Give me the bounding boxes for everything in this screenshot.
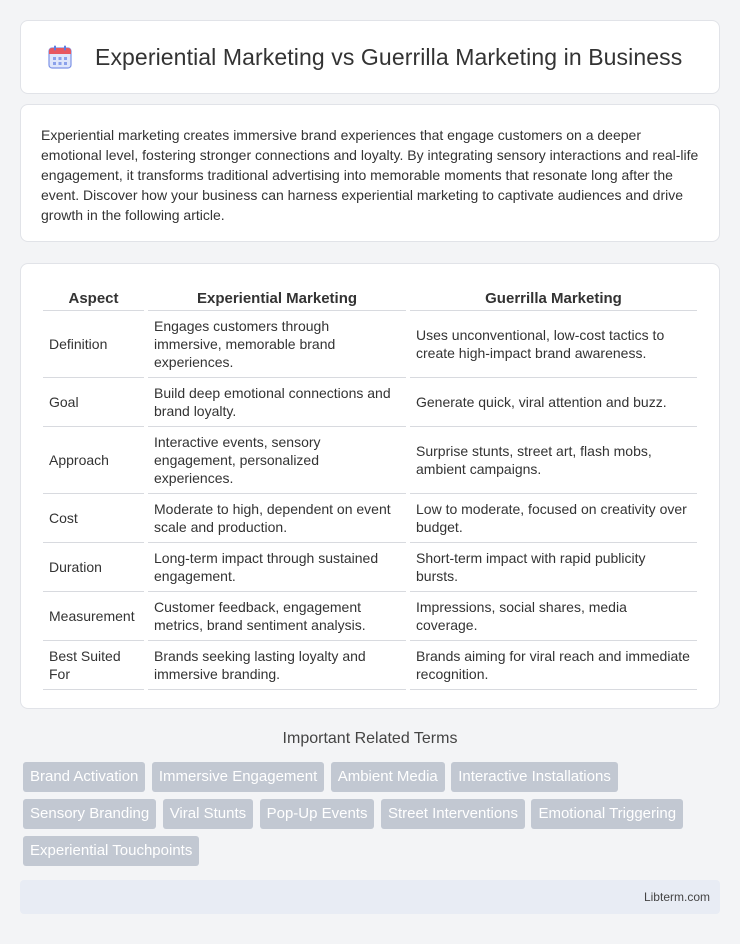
row-guerrilla: Low to moderate, focused on creativity over budget. [410, 494, 697, 543]
related-terms-list [23, 762, 713, 873]
tag-sensory-branding[interactable]: Sensory Branding [23, 799, 156, 829]
tag-ambient-media[interactable]: Ambient Media [331, 762, 445, 792]
tag-pop-up-events[interactable]: Pop-Up Events [260, 799, 375, 829]
intro-card [20, 104, 720, 242]
row-aspect: Goal [43, 378, 144, 427]
row-aspect: Best Suited For [43, 641, 144, 690]
row-aspect: Approach [43, 427, 144, 494]
header-experiential: Experiential Marketing [148, 284, 406, 311]
row-guerrilla: Short-term impact with rapid publicity bursts. [410, 543, 697, 592]
row-guerrilla: Generate quick, viral attention and buzz. [410, 378, 697, 427]
table-header-row [43, 284, 697, 311]
header-card [20, 20, 720, 94]
row-experiential: Build deep emotional connections and brand loyalty. [148, 378, 406, 427]
comparison-table-card [20, 263, 720, 709]
table-row [43, 311, 697, 378]
row-aspect: Duration [43, 543, 144, 592]
table-row [43, 427, 697, 494]
table-row [43, 543, 697, 592]
tag-brand-activation[interactable]: Brand Activation [23, 762, 145, 792]
footer-site-link[interactable]: Libterm.com [643, 890, 710, 904]
header-guerrilla: Guerrilla Marketing [410, 284, 697, 311]
tag-interactive-installations[interactable]: Interactive Installations [451, 762, 618, 792]
row-experiential: Interactive events, sensory engagement, personalized experiences. [148, 427, 406, 494]
table-row [43, 592, 697, 641]
tag-viral-stunts[interactable]: Viral Stunts [163, 799, 253, 829]
row-experiential: Long-term impact through sustained engagement. [148, 543, 406, 592]
tag-experiential-touchpoints[interactable]: Experiential Touchpoints [23, 836, 199, 866]
footer [20, 880, 720, 914]
row-experiential: Brands seeking lasting loyalty and immersive branding. [148, 641, 406, 690]
row-experiential: Moderate to high, dependent on event scale and production. [148, 494, 406, 543]
row-aspect: Definition [43, 311, 144, 378]
header-aspect: Aspect [43, 284, 144, 311]
related-terms-title: Important Related Terms [282, 730, 458, 747]
row-guerrilla: Impressions, social shares, media coverage. [410, 592, 697, 641]
tag-emotional-triggering[interactable]: Emotional Triggering [531, 799, 683, 829]
calendar-icon [47, 44, 73, 70]
tag-immersive-engagement[interactable]: Immersive Engagement [152, 762, 324, 792]
row-guerrilla: Uses unconventional, low-cost tactics to create high-impact brand awareness. [410, 311, 697, 378]
row-guerrilla: Brands aiming for viral reach and immediate recognition. [410, 641, 697, 690]
page-title: Experiential Marketing vs Guerrilla Marketing in Business [95, 43, 683, 70]
row-experiential: Engages customers through immersive, memorable brand experiences. [148, 311, 406, 378]
intro-text: Experiential marketing creates immersive brand experiences that engage customers on a deeper emotional level, fostering stronger connections and loyalty. By integrating sensory interactions and real-life engagement, it transforms traditional advertising into memorable moments that resonate long after the event. Discover how your business can harness experiential marketing to captivate audiences and drive growth in the following article. [41, 127, 699, 223]
table-row [43, 494, 697, 543]
comparison-table [39, 284, 701, 690]
row-guerrilla: Surprise stunts, street art, flash mobs, ambient campaigns. [410, 427, 697, 494]
table-row [43, 641, 697, 690]
table-row [43, 378, 697, 427]
row-experiential: Customer feedback, engagement metrics, brand sentiment analysis. [148, 592, 406, 641]
tag-street-interventions[interactable]: Street Interventions [381, 799, 525, 829]
row-aspect: Cost [43, 494, 144, 543]
row-aspect: Measurement [43, 592, 144, 641]
